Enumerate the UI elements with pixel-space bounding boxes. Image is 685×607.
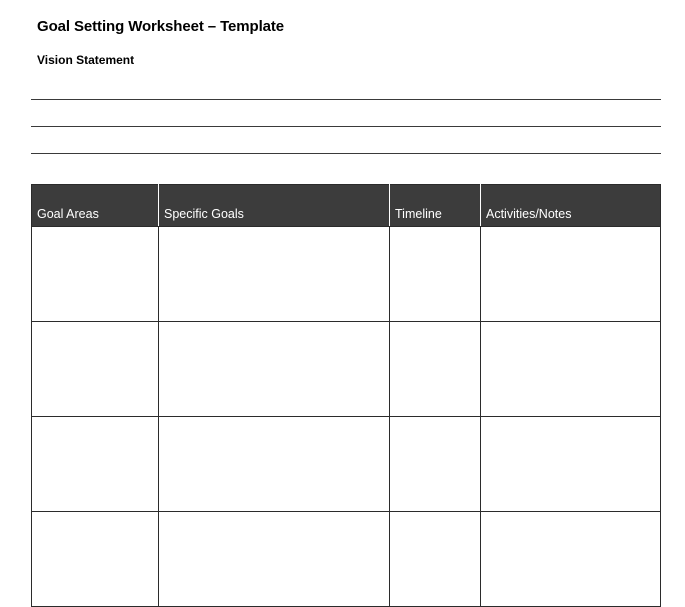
header-timeline: Timeline bbox=[390, 185, 481, 227]
goal-setting-table bbox=[31, 184, 661, 607]
activities-notes-cell[interactable] bbox=[481, 322, 661, 417]
table-row bbox=[32, 512, 661, 607]
goal-area-cell[interactable] bbox=[32, 512, 159, 607]
vision-statement-label: Vision Statement bbox=[37, 53, 135, 67]
timeline-cell[interactable] bbox=[390, 512, 481, 607]
header-goal-areas: Goal Areas bbox=[32, 185, 159, 227]
header-activities-notes: Activities/Notes bbox=[481, 185, 661, 227]
worksheet-title: Goal Setting Worksheet – Template bbox=[37, 18, 285, 35]
timeline-cell[interactable] bbox=[390, 227, 481, 322]
specific-goals-cell[interactable] bbox=[159, 322, 390, 417]
vision-statement-line-1[interactable] bbox=[31, 99, 661, 100]
table-header-row bbox=[32, 185, 661, 227]
specific-goals-cell[interactable] bbox=[159, 227, 390, 322]
activities-notes-cell[interactable] bbox=[481, 512, 661, 607]
specific-goals-cell[interactable] bbox=[159, 512, 390, 607]
activities-notes-cell[interactable] bbox=[481, 417, 661, 512]
header-specific-goals: Specific Goals bbox=[159, 185, 390, 227]
table-row bbox=[32, 417, 661, 512]
goal-area-cell[interactable] bbox=[32, 227, 159, 322]
activities-notes-cell[interactable] bbox=[481, 227, 661, 322]
timeline-cell[interactable] bbox=[390, 322, 481, 417]
table-row bbox=[32, 322, 661, 417]
goal-area-cell[interactable] bbox=[32, 417, 159, 512]
specific-goals-cell[interactable] bbox=[159, 417, 390, 512]
vision-statement-line-3[interactable] bbox=[31, 153, 661, 154]
vision-statement-line-2[interactable] bbox=[31, 126, 661, 127]
table-row bbox=[32, 227, 661, 322]
goal-area-cell[interactable] bbox=[32, 322, 159, 417]
timeline-cell[interactable] bbox=[390, 417, 481, 512]
